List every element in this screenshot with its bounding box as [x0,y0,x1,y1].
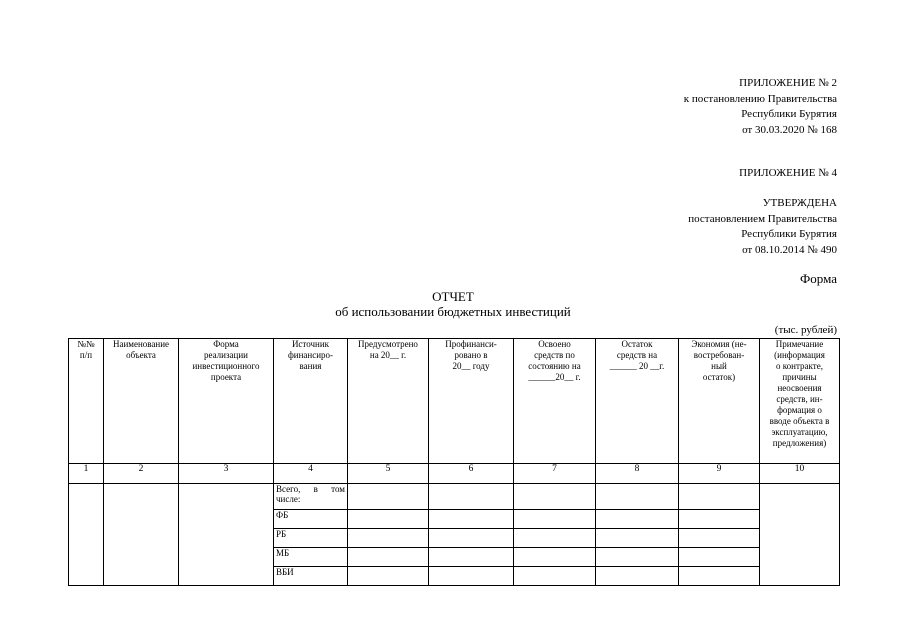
form-label: Форма [800,271,837,286]
cell-savings[interactable] [679,548,760,567]
source-total-word4: числе: [276,494,301,504]
cell-implementation-form[interactable] [179,484,274,586]
appendix-2-line1: к постановлению Правительства [683,92,837,105]
appendix-2-line3: от 30.03.2020 № 168 [742,123,837,136]
header-line: предложения) [772,438,827,448]
header-line: п/п [79,350,93,360]
header-line: Предусмотрено [358,339,418,349]
column-number-row [69,464,840,484]
cell-planned[interactable] [348,484,429,510]
cell-savings[interactable] [679,484,760,510]
header-cell [179,339,274,464]
source-rb: РБ [274,529,348,548]
approved-line3: от 08.10.2014 № 490 [742,243,837,256]
header-line: о контракте, [776,361,823,371]
header-line: Профинанси- [445,339,497,349]
cell-remaining[interactable] [596,510,679,529]
cell-savings[interactable] [679,529,760,548]
header-line: неосвоения [777,383,822,393]
cell-spent[interactable] [514,548,596,567]
header-line: на 20__ г. [369,350,407,360]
cell-index[interactable] [69,484,104,586]
header-line: востребован- [693,350,745,360]
header-line: Форма [213,339,239,349]
source-total [274,484,348,510]
column-number: 10 [760,464,840,484]
source-total-word1: Всего, [276,484,301,494]
column-number: 2 [104,464,179,484]
header-cell [274,339,348,464]
column-number: 9 [679,464,760,484]
header-cell [104,339,179,464]
source-vbi: ВБИ [274,567,348,586]
cell-planned[interactable] [348,548,429,567]
cell-remaining[interactable] [596,529,679,548]
appendix-4-title: ПРИЛОЖЕНИЕ № 4 [739,167,837,179]
report-title: ОТЧЕТ [432,289,474,304]
header-line: Освоено [538,339,571,349]
report-subtitle: об использовании бюджетных инвестиций [335,304,571,319]
approved-title: УТВЕРЖДЕНА [762,197,837,209]
header-line: №№ [77,339,95,349]
header-line: Источник [291,339,330,349]
cell-planned[interactable] [348,567,429,586]
header-cell [514,339,596,464]
column-number: 8 [596,464,679,484]
approved-line1: постановлением Правительства [688,212,837,225]
table-row-total [69,484,840,510]
appendix-2-line2: Республики Бурятия [741,108,837,120]
header-line: ровано в [454,350,488,360]
cell-spent[interactable] [514,567,596,586]
header-cell [760,339,840,464]
cell-remaining[interactable] [596,484,679,510]
header-line: объекта [126,350,156,360]
header-line: Наименование [112,339,170,349]
cell-financed[interactable] [429,567,514,586]
cell-savings[interactable] [679,567,760,586]
report-table [68,338,840,586]
header-cell [69,339,104,464]
header-line: причины [782,372,817,382]
cell-note[interactable] [760,484,840,586]
cell-planned[interactable] [348,510,429,529]
header-line: инвестиционного [192,361,260,371]
source-fb: ФБ [274,510,348,529]
cell-spent[interactable] [514,484,596,510]
approved-block [688,196,837,258]
header-line: состоянию на [528,361,581,371]
header-line: реализации [204,350,248,360]
cell-remaining[interactable] [596,567,679,586]
column-number: 4 [274,464,348,484]
appendix-2-block [684,76,837,138]
header-line: 20__ году [452,361,490,371]
header-line: Остаток [621,339,653,349]
header-line: ______20__ г. [528,372,581,382]
header-line: Примечание [775,339,824,349]
header-line: финансиро- [287,350,334,360]
cell-savings[interactable] [679,510,760,529]
header-line: ный [711,361,727,371]
cell-financed[interactable] [429,548,514,567]
column-number: 5 [348,464,429,484]
header-line: средств, ин- [776,394,823,404]
header-cell [596,339,679,464]
cell-remaining[interactable] [596,548,679,567]
cell-planned[interactable] [348,529,429,548]
report-heading [68,289,838,319]
header-line: (информация [774,350,825,360]
table-header-row [69,339,840,464]
appendix-4-block [739,166,837,182]
units-label: (тыс. рублей) [774,324,837,336]
source-total-word3: том [331,484,345,494]
header-cell [429,339,514,464]
header-line: Экономия (не- [691,339,747,349]
header-line: ______ 20 __г. [609,361,665,371]
column-number: 3 [179,464,274,484]
cell-object-name[interactable] [104,484,179,586]
header-cell [679,339,760,464]
cell-spent[interactable] [514,510,596,529]
header-line: вания [299,361,322,371]
column-number: 7 [514,464,596,484]
header-line: проекта [210,372,242,382]
header-line: средств на [616,350,658,360]
header-line: остаток) [702,372,736,382]
appendix-2-title: ПРИЛОЖЕНИЕ № 2 [739,77,837,89]
header-cell [348,339,429,464]
cell-financed[interactable] [429,529,514,548]
cell-financed[interactable] [429,484,514,510]
header-line: средств по [534,350,575,360]
header-line: эксплуатацию, [771,427,828,437]
source-mb: МБ [274,548,348,567]
column-number: 1 [69,464,104,484]
source-total-word2: в [313,484,318,494]
header-line: вводе объекта в [769,416,830,426]
header-line: формация о [777,405,822,415]
cell-spent[interactable] [514,529,596,548]
cell-financed[interactable] [429,510,514,529]
approved-line2: Республики Бурятия [741,228,837,240]
column-number: 6 [429,464,514,484]
